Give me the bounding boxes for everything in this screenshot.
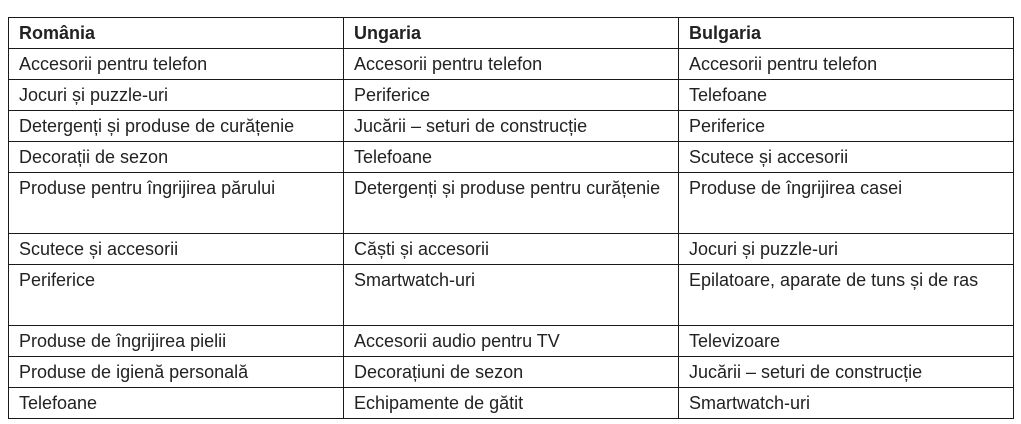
table-cell: Epilatoare, aparate de tuns și de ras	[679, 265, 1014, 326]
table-container	[8, 17, 1014, 419]
table-cell: Periferice	[344, 80, 679, 111]
table-row	[9, 142, 1014, 173]
table-cell: Smartwatch-uri	[344, 265, 679, 326]
table-cell: Telefoane	[679, 80, 1014, 111]
table-cell: Periferice	[679, 111, 1014, 142]
header-bulgaria: Bulgaria	[679, 18, 1014, 49]
table-cell: Jocuri și puzzle-uri	[9, 80, 344, 111]
table-cell: Produse pentru îngrijirea părului	[9, 173, 344, 234]
table-cell: Echipamente de gătit	[344, 388, 679, 419]
table-cell: Accesorii pentru telefon	[9, 49, 344, 80]
table-cell: Produse de igienă personală	[9, 357, 344, 388]
table-row	[9, 80, 1014, 111]
table-row	[9, 265, 1014, 326]
table-cell: Detergenți și produse pentru curățenie	[344, 173, 679, 234]
table-cell: Accesorii pentru telefon	[344, 49, 679, 80]
table-cell: Telefoane	[344, 142, 679, 173]
table-cell: Scutece și accesorii	[9, 234, 344, 265]
table-cell: Accesorii pentru telefon	[679, 49, 1014, 80]
table-row	[9, 357, 1014, 388]
table-cell: Jucării – seturi de construcție	[344, 111, 679, 142]
table-cell: Periferice	[9, 265, 344, 326]
table-row	[9, 111, 1014, 142]
table-cell: Smartwatch-uri	[679, 388, 1014, 419]
category-table	[8, 17, 1014, 419]
table-cell: Căști și accesorii	[344, 234, 679, 265]
table-cell: Jucării – seturi de construcție	[679, 357, 1014, 388]
table-row	[9, 49, 1014, 80]
table-row	[9, 234, 1014, 265]
table-cell: Decorațiuni de sezon	[344, 357, 679, 388]
table-cell: Produse de îngrijirea pielii	[9, 326, 344, 357]
table-row	[9, 388, 1014, 419]
table-cell: Televizoare	[679, 326, 1014, 357]
table-cell: Jocuri și puzzle-uri	[679, 234, 1014, 265]
table-cell: Produse de îngrijirea casei	[679, 173, 1014, 234]
table-cell: Accesorii audio pentru TV	[344, 326, 679, 357]
table-cell: Decorații de sezon	[9, 142, 344, 173]
table-cell: Telefoane	[9, 388, 344, 419]
header-row	[9, 18, 1014, 49]
table-row	[9, 173, 1014, 234]
table-cell: Detergenți și produse de curățenie	[9, 111, 344, 142]
table-row	[9, 326, 1014, 357]
header-romania: România	[9, 18, 344, 49]
header-ungaria: Ungaria	[344, 18, 679, 49]
table-cell: Scutece și accesorii	[679, 142, 1014, 173]
